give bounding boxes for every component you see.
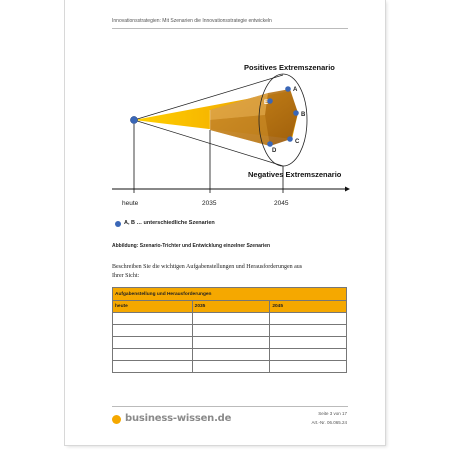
scenario-point-a bbox=[285, 86, 291, 92]
scenario-label-c: C bbox=[295, 139, 300, 145]
table-cell[interactable] bbox=[270, 349, 347, 361]
page-number: Seite 3 von 17 bbox=[318, 411, 347, 416]
table-row bbox=[113, 325, 347, 337]
article-number: Art.-Nr. 06.065.24 bbox=[311, 420, 347, 425]
positive-extreme-label: Positives Extremszenario bbox=[244, 63, 335, 72]
table-row bbox=[113, 337, 347, 349]
timeline-label-2035: 2035 bbox=[202, 200, 217, 207]
legend-text: A, B … unterschiedliche Szenarien bbox=[124, 220, 215, 226]
table-row bbox=[113, 349, 347, 361]
business-wissen-logo: business-wissen.de bbox=[125, 413, 232, 424]
column-header-2035: 2035 bbox=[192, 301, 270, 313]
scenario-point-b bbox=[293, 110, 299, 116]
instruction-text: Beschreiben Sie die wichtigen Aufgabenstellungen und Herausforderungen aus Ihrer Sicht: bbox=[112, 264, 303, 279]
logo-dot-icon bbox=[112, 415, 121, 424]
table-cell[interactable] bbox=[192, 349, 270, 361]
table-row bbox=[113, 313, 347, 325]
table-cell[interactable] bbox=[113, 325, 193, 337]
timeline-label-today: heute bbox=[122, 200, 139, 207]
column-header-today: heute bbox=[113, 301, 193, 313]
table-cell[interactable] bbox=[270, 361, 347, 373]
scenario-cone-facet bbox=[210, 115, 270, 146]
scenario-point-e bbox=[267, 98, 273, 104]
table-cell[interactable] bbox=[192, 325, 270, 337]
scenario-label-b: B bbox=[301, 112, 306, 118]
scenario-point-c bbox=[287, 136, 293, 142]
tasks-table bbox=[112, 287, 347, 373]
timeline-label-2045: 2045 bbox=[274, 200, 289, 207]
origin-point bbox=[130, 116, 137, 123]
negative-extreme-label: Negatives Extremszenario bbox=[248, 170, 342, 179]
figure-caption: Abbildung: Szenario-Trichter und Entwicklung einzelner Szenarien bbox=[112, 243, 271, 249]
table-cell[interactable] bbox=[113, 313, 193, 325]
footer-divider bbox=[112, 406, 348, 407]
table-cell[interactable] bbox=[192, 337, 270, 349]
scenario-point-d bbox=[267, 141, 273, 147]
column-header-2045: 2045 bbox=[270, 301, 347, 313]
table-cell[interactable] bbox=[113, 349, 193, 361]
table-cell[interactable] bbox=[113, 361, 193, 373]
table-cell[interactable] bbox=[113, 337, 193, 349]
legend-dot-icon bbox=[115, 221, 121, 227]
scenario-label-d: D bbox=[272, 148, 277, 154]
scenario-label-e: E bbox=[264, 100, 269, 106]
table-title: Aufgabenstellung und Herausforderungen bbox=[113, 288, 347, 301]
table-cell[interactable] bbox=[270, 337, 347, 349]
timeline-arrowhead bbox=[345, 187, 350, 192]
document-header: Innovationsstrategien: Mit Szenarien die Innovationsstrategie entwickeln bbox=[112, 18, 272, 24]
scenario-label-a: A bbox=[293, 87, 298, 93]
table-cell[interactable] bbox=[192, 313, 270, 325]
table-cell[interactable] bbox=[270, 313, 347, 325]
table-cell[interactable] bbox=[270, 325, 347, 337]
table-cell[interactable] bbox=[192, 361, 270, 373]
table-row bbox=[113, 361, 347, 373]
